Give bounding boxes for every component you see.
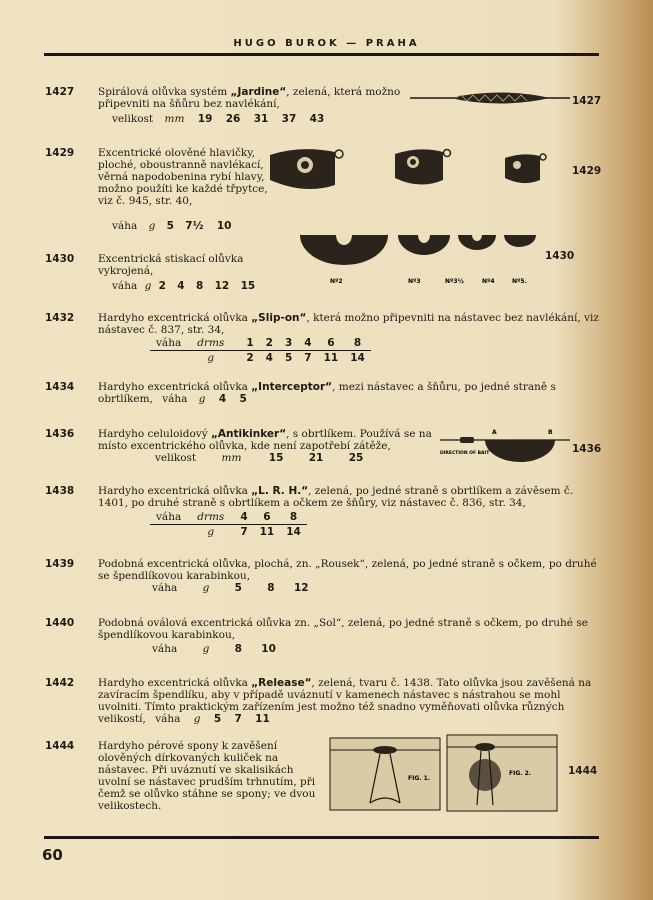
item-number-right: 1436 (572, 443, 602, 455)
figure-label: DIRECTION OF BAIT (440, 451, 490, 456)
fish-head-weights-illustration (265, 140, 565, 200)
item-number-right: 1427 (572, 95, 602, 107)
size-row: velikost mm 15 21 25 (155, 452, 364, 464)
item-number: 1427 (45, 86, 75, 98)
item-description: Hardyho pérové spony k zavěšení olověných dírkovaných kuliček na nástavec. Při uváznutí ve skalisikách uvolní se nástavec prudším trhnutím, při čemž se olůvko stáhne se spony; ve dvou velikostech. (98, 740, 316, 812)
item-description: Hardyho excentrická olůvka „Release“, zelená, tvaru č. 1438. Tato olůvka jsou zavěšená na zavíracím špendlíku, aby v případě uváznutí v kamenech nástavec s nástrahou se mohl uvolniti. Tímto praktickým zařízením jest možno též snadno vyměňovati olůvka různých velikostí, váha g 5 7 11 (98, 677, 592, 725)
item-description: Hardyho excentrická olůvka „Interceptor“, mezi nástavec a šňůru, po jedné straně s obrtlíkem, váha g 4 5 (98, 381, 556, 405)
footer-rule (44, 836, 599, 839)
spiral-lead-illustration (410, 88, 570, 108)
item-number: 1440 (45, 617, 75, 629)
item-number: 1432 (45, 312, 75, 324)
weight-row: váha g 5 8 12 (152, 582, 309, 594)
page-header: HUGO BUROK — PRAHA (233, 38, 420, 49)
header-rule (44, 53, 599, 56)
weight-table: váha drms 1 2 3 4 6 8 g 2 4 5 7 11 14 (150, 336, 371, 365)
item-description: Hardyho excentrická olůvka „L. R. H.“, zelená, po jedné straně s obrtlíkem a závěsem č. 1401, po druhé straně s obrtlíkem a očkem ze šňůry, viz nástavec č. 836, str. 34, (98, 485, 574, 509)
item-description: Excentrická stiskací olůvka vykrojená, (98, 253, 244, 277)
item-number: 1430 (45, 253, 75, 265)
antikinker-illustration (440, 426, 570, 474)
figure-label: FIG. 2. (509, 770, 532, 777)
weight-table: váha drms 4 6 8 g 7 11 14 (150, 510, 307, 539)
item-description: Hardyho excentrická olůvka „Slip-on“, která možno připevniti na nástavec bez navlékání, viz nástavec č. 837, str. 34, (98, 312, 599, 336)
figure-label: Nº4 (482, 278, 495, 285)
size-row: velikost mm 19 26 31 37 43 (112, 113, 325, 125)
weight-row: váha g 2 4 8 12 15 (112, 280, 256, 292)
item-number: 1438 (45, 485, 75, 497)
product-name: „Interceptor“ (251, 381, 333, 393)
item-number: 1436 (45, 428, 75, 440)
figure-label: Nº5. (512, 278, 527, 285)
item-number: 1442 (45, 677, 75, 689)
weight-row: váha g 5 7½ 10 (112, 220, 232, 232)
item-number-right: 1429 (572, 165, 602, 177)
item-number: 1444 (45, 740, 75, 752)
figure-label: Nº2 (330, 278, 343, 285)
figure-label: A (492, 429, 497, 436)
figure-label: FIG. 1. (408, 775, 431, 782)
item-number-right: 1430 (545, 250, 575, 262)
split-shot-weights-illustration (300, 233, 540, 288)
product-name: „Jardine“ (230, 86, 287, 98)
item-number-right: 1444 (568, 765, 598, 777)
fig-1-spring-clip-illustration (330, 738, 440, 810)
item-description: Hardyho celuloidový „Antikinker“, s obrtlíkem. Používá se na místo excentrického olůvka, kde není zapotřebí zátěže, (98, 428, 432, 452)
product-name: „Antikinker“ (211, 428, 287, 440)
product-name: „Release“ (251, 677, 312, 689)
item-description: Podobná excentrická olůvka, plochá, zn. „Rousek“, zelená, po jedné straně s očkem, po druhé se špendlíkovou karabinkou, (98, 558, 597, 582)
item-description: Podobná oválová excentrická olůvka zn. „Sol“, zelená, po jedné straně s očkem, po druhé se špendlíkovou karabinkou, (98, 617, 588, 641)
figure-label: Nº3 (408, 278, 421, 285)
item-description: Spirálová olůvka systém „Jardine“, zelená, která možno připevniti na šňůru bez navlékání, (98, 86, 401, 110)
item-number: 1439 (45, 558, 75, 570)
page-number: 60 (42, 846, 63, 864)
product-name: „Slip-on“ (251, 312, 307, 324)
item-number: 1434 (45, 381, 75, 393)
product-name: „L. R. H.“ (251, 485, 309, 497)
item-description: Excentrické olověné hlavičky, ploché, oboustranně navlékací, věrná napodobenina rybí hlavy, možno použíti ke každé třpytce, viz č. 945, str. 40, (98, 147, 268, 207)
weight-row: váha g 8 10 (152, 643, 276, 655)
figure-label: B (548, 429, 553, 436)
figure-label: Nº3½ (445, 278, 464, 285)
item-number: 1429 (45, 147, 75, 159)
fig-2-spring-clip-illustration (447, 735, 557, 811)
